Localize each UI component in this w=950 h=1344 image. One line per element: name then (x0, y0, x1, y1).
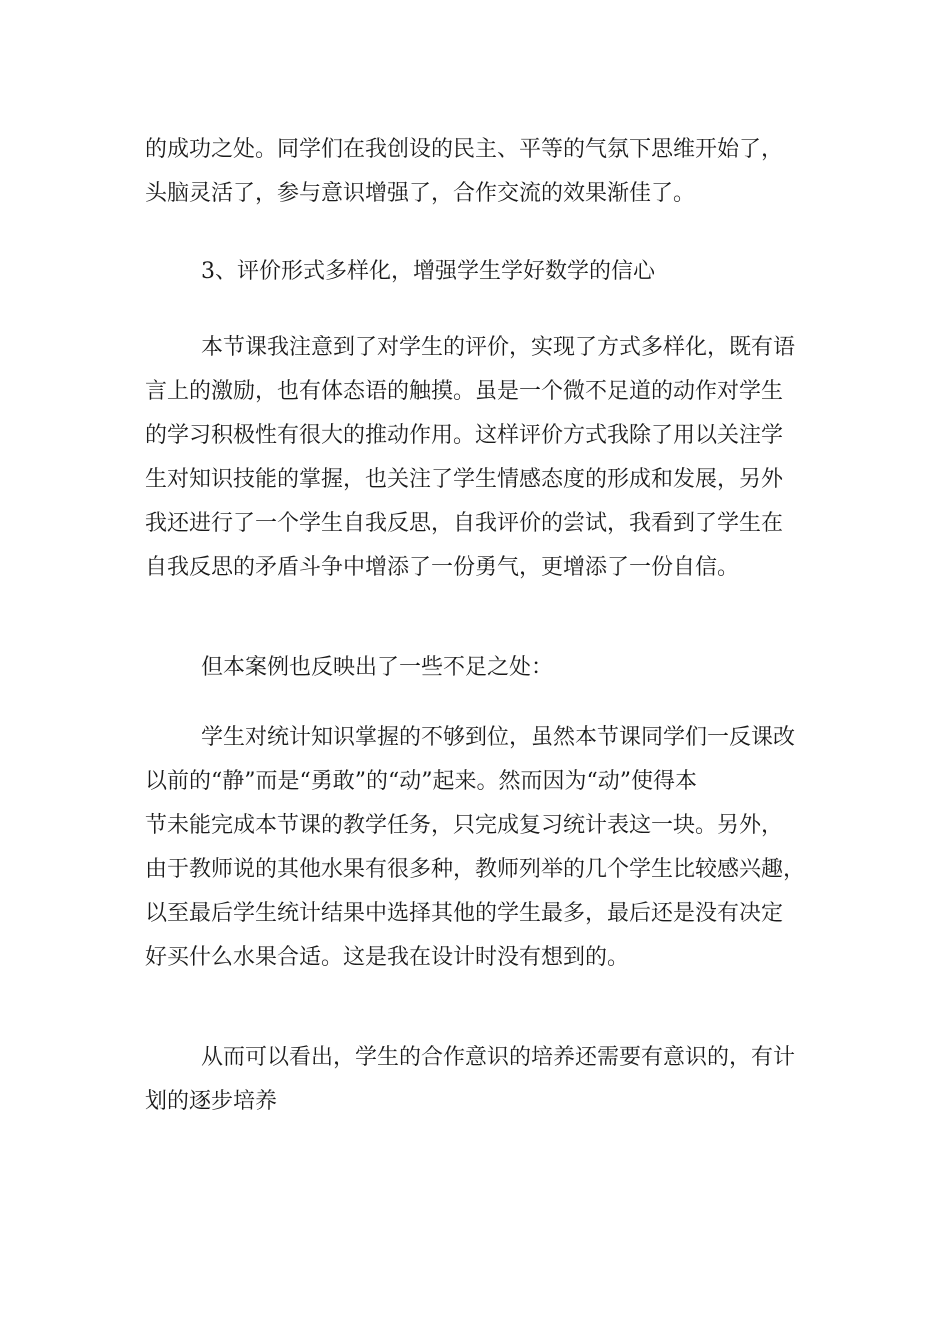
text-line: 生对知识技能的掌握，也关注了学生情感态度的形成和发展，另外 (145, 467, 784, 492)
text-line: 头脑灵活了，参与意识增强了，合作交流的效果渐佳了。 (145, 181, 696, 206)
text-line: 但本案例也反映出了一些不足之处： (201, 655, 554, 680)
paragraph-shortcomings-intro (0, 646, 553, 690)
text-line: 节未能完成本节课的教学任务，只完成复习统计表这一块。另外， (145, 813, 784, 838)
paragraph-conclusion (0, 1036, 795, 1124)
text-line: 的成功之处。同学们在我创设的民主、平等的气氛下思维开始了， (145, 137, 784, 162)
text-line: 言上的激励，也有体态语的触摸。虽是一个微不足道的动作对学生 (145, 379, 784, 404)
section-heading-evaluation (0, 250, 655, 294)
text-line: 学生对统计知识掌握的不够到位，虽然本节课同学们一反课改 (201, 725, 796, 750)
text-line: 自我反思的矛盾斗争中增添了一份勇气，更增添了一份自信。 (145, 555, 740, 580)
paragraph-shortcomings-detail (0, 716, 805, 980)
heading-text: 3、评价形式多样化，增强学生学好数学的信心 (201, 259, 655, 284)
text-line: 的学习积极性有很大的推动作用。这样评价方式我除了用以关注学 (145, 423, 784, 448)
text-line: 由于教师说的其他水果有很多种，教师列举的几个学生比较感兴趣， (145, 857, 806, 882)
text-line: 划的逐步培养 (145, 1089, 278, 1114)
text-line: 从而可以看出，学生的合作意识的培养还需要有意识的，有计 (201, 1045, 796, 1070)
text-line: 我还进行了一个学生自我反思，自我评价的尝试，我看到了学生在 (145, 511, 784, 536)
text-line: 以至最后学生统计结果中选择其他的学生最多，最后还是没有决定 (145, 901, 784, 926)
text-line: 好买什么水果合适。这是我在设计时没有想到的。 (145, 945, 630, 970)
paragraph-success-conclusion (0, 128, 783, 216)
text-line: 以前的“静”而是“勇敢”的“动”起来。然而因为“动”使得本 (145, 769, 697, 794)
text-line: 本节课我注意到了对学生的评价，实现了方式多样化，既有语 (201, 335, 796, 360)
paragraph-evaluation-practice (0, 326, 795, 590)
